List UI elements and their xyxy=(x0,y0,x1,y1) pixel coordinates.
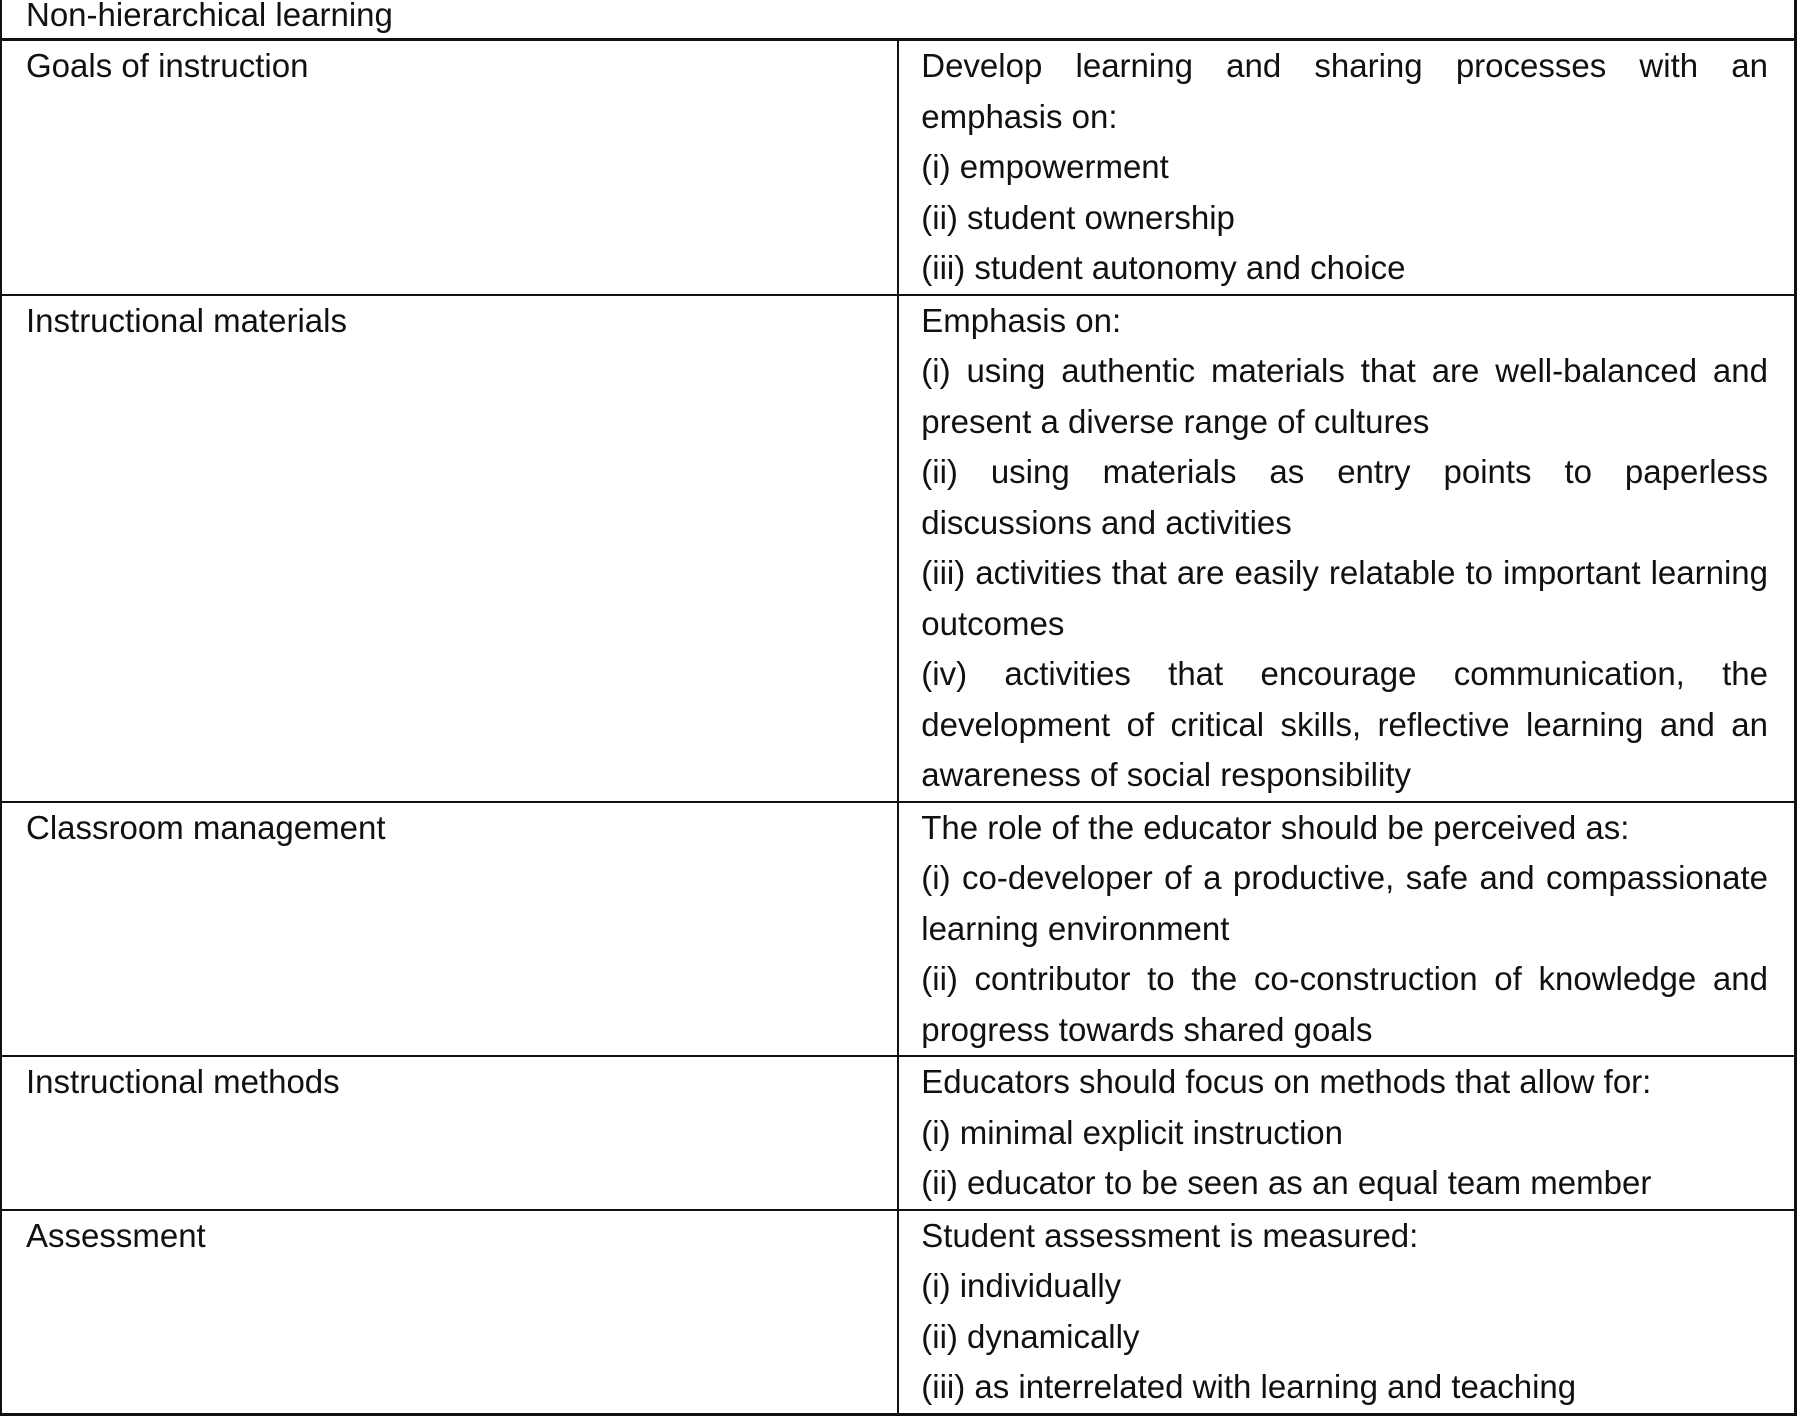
table-row xyxy=(1,295,1796,802)
row-label: Instructional materials xyxy=(1,295,898,802)
table-row xyxy=(1,40,1796,295)
content-line: (i) individually xyxy=(921,1267,1122,1304)
content-line: (ii) dynamically xyxy=(921,1317,1140,1355)
content-line: Emphasis on: xyxy=(921,301,1122,339)
table-title-row xyxy=(1,0,1796,40)
row-content xyxy=(898,295,1795,802)
content-line: (iv) activities that encourage communication, the development of critical skills, reflective learning and an awareness of social responsibility xyxy=(921,655,1768,793)
row-label: Assessment xyxy=(1,1210,898,1415)
row-content xyxy=(898,40,1795,295)
row-label: Classroom management xyxy=(1,802,898,1057)
table-row xyxy=(1,1210,1796,1415)
content-line: Educators should focus on methods that allow for: xyxy=(921,1063,1652,1100)
content-line: (iii) activities that are easily relatable to important learning outcomes xyxy=(921,554,1768,642)
content-line: (i) minimal explicit instruction xyxy=(921,1113,1344,1151)
content-line: (ii) student ownership xyxy=(921,198,1235,236)
table-row xyxy=(1,802,1796,1057)
table-title: Non-hierarchical learning xyxy=(1,0,1796,40)
row-content xyxy=(898,802,1795,1057)
content-line: (ii) educator to be seen as an equal team member xyxy=(921,1164,1652,1201)
content-line: (iii) as interrelated with learning and teaching xyxy=(921,1368,1577,1405)
row-content xyxy=(898,1210,1795,1415)
content-line: (i) using authentic materials that are well-balanced and present a diverse range of cultures xyxy=(921,352,1768,440)
content-line: Student assessment is measured: xyxy=(921,1216,1419,1254)
content-line: (ii) using materials as entry points to paperless discussions and activities xyxy=(921,453,1768,541)
row-label: Instructional methods xyxy=(1,1056,898,1210)
content-line: The role of the educator should be perceived as: xyxy=(921,808,1630,846)
row-label: Goals of instruction xyxy=(1,40,898,295)
content-line: (ii) contributor to the co-construction of knowledge and progress towards shared goals xyxy=(921,960,1768,1048)
content-line: Develop learning and sharing processes with an emphasis on: xyxy=(921,47,1768,135)
content-line: (i) empowerment xyxy=(921,148,1169,185)
content-line: (iii) student autonomy and choice xyxy=(921,249,1406,286)
row-content xyxy=(898,1056,1795,1210)
table-row xyxy=(1,1056,1796,1210)
content-line: (i) co-developer of a productive, safe and compassionate learning environment xyxy=(921,859,1768,947)
